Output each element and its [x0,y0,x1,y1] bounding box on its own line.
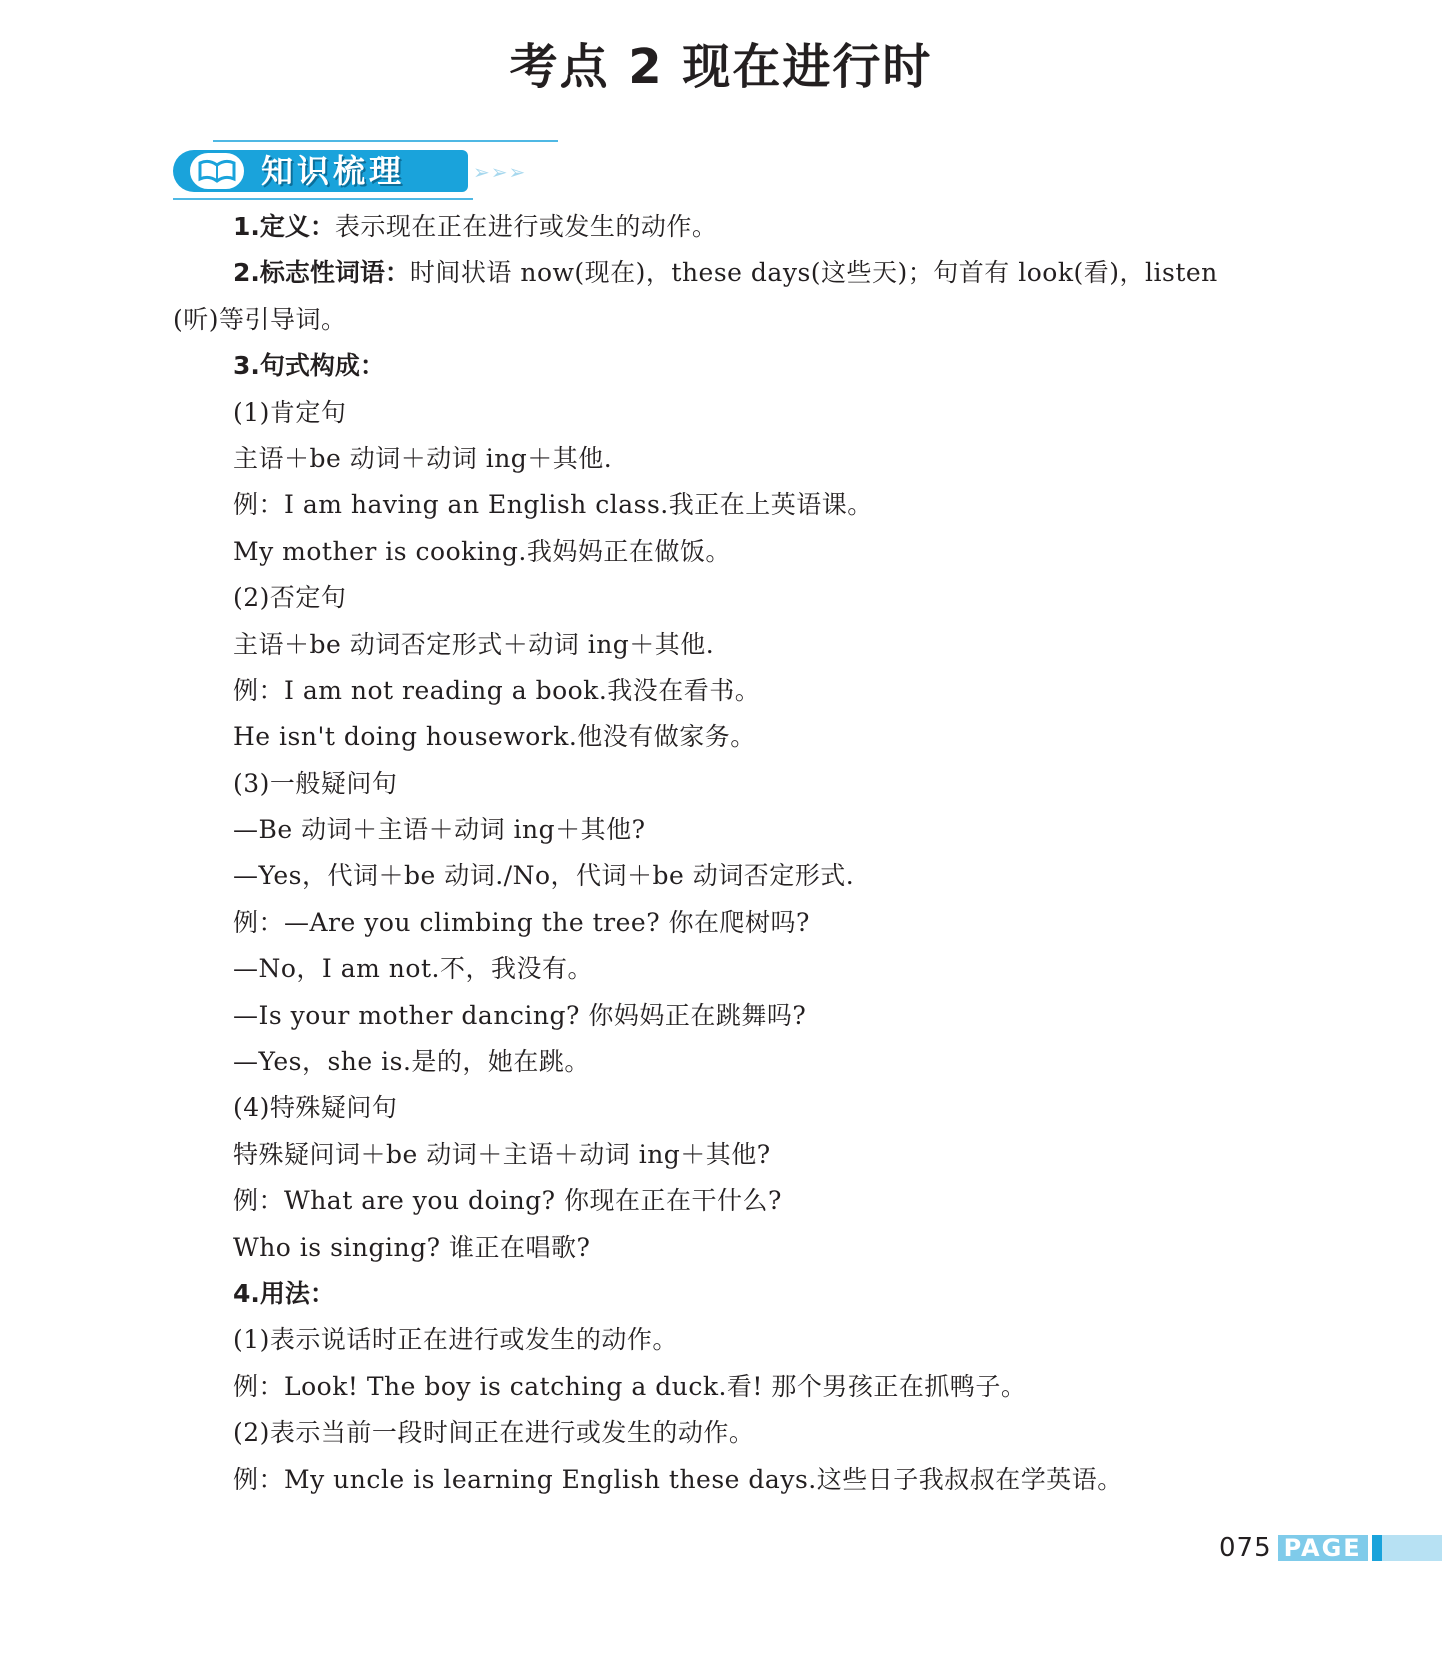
line-text: —Yes，代词＋be 动词./No，代词＋be 动词否定形式. [233,861,855,891]
text-line [0,807,1442,853]
text-line [0,436,1442,482]
line-text: (听)等引导词。 [173,304,347,334]
text-line [0,390,1442,436]
line-text: (1)表示说话时正在进行或发生的动作。 [233,1325,678,1355]
text-line [0,1364,1442,1410]
line-text: 主语＋be 动词否定形式＋动词 ing＋其他. [233,629,715,659]
text-line [0,853,1442,899]
banner-arrows: ➢➢➢ [473,160,527,184]
line-text: (4)特殊疑问句 [233,1093,398,1123]
banner-bottom-rule [173,198,473,200]
text-line [0,1410,1442,1456]
page-tab-marker [1372,1535,1382,1561]
line-text: My mother is cooking.我妈妈正在做饭。 [233,536,731,566]
text-line [0,575,1442,621]
text-line [0,1039,1442,1085]
section-banner [173,138,558,202]
text-line [0,993,1442,1039]
line-text: 例：—Are you climbing the tree? 你在爬树吗? [233,907,810,937]
text-line [0,761,1442,807]
content-body [0,204,1442,1503]
line-text: 例：My uncle is learning English these days.这些日子我叔叔在学英语。 [233,1464,1123,1494]
text-line [0,1085,1442,1131]
line-text: (3)一般疑问句 [233,768,398,798]
text-line [0,1457,1442,1503]
line-text: 特殊疑问词＋be 动词＋主语＋动词 ing＋其他? [233,1139,771,1169]
line-heading: 2.标志性词语： [233,258,410,288]
line-text: 例：I am having an English class.我正在上英语课。 [233,490,873,520]
page-number: 075 [1219,1533,1272,1563]
text-line [0,714,1442,760]
line-text: —No，I am not.不，我没有。 [233,954,593,984]
line-text: 主语＋be 动词＋动词 ing＋其他. [233,443,613,473]
text-line [0,900,1442,946]
text-line [0,482,1442,528]
line-text: (2)表示当前一段时间正在进行或发生的动作。 [233,1418,755,1448]
line-text: 例：I am not reading a book.我没在看书。 [233,675,761,705]
text-line [0,668,1442,714]
page-strip [1382,1535,1442,1561]
section-label: 知识梳理 [261,152,406,190]
line-text: —Yes，she is.是的，她在跳。 [233,1047,590,1077]
line-text: —Be 动词＋主语＋动词 ing＋其他? [233,815,646,845]
text-line [0,1178,1442,1224]
text-line [0,1317,1442,1363]
line-text: He isn't doing housework.他没有做家务。 [233,722,756,752]
text-line [0,204,1442,250]
book-icon [187,150,247,192]
line-text: 例：Look! The boy is catching a duck.看! 那个男孩正在抓鸭子。 [233,1371,1027,1401]
banner-top-rule [213,140,558,142]
text-line [0,250,1442,296]
line-text: 时间状语 now(现在)，these days(这些天)；句首有 look(看)，listen [409,258,1218,288]
line-text: (1)肯定句 [233,397,347,427]
line-text: 表示现在正在进行或发生的动作。 [334,212,718,241]
text-line [0,297,1442,343]
line-text: (2)否定句 [233,583,347,613]
page-footer [1219,1532,1442,1564]
text-line [0,946,1442,992]
line-text: Who is singing? 谁正在唱歌? [233,1232,591,1262]
text-line [0,1225,1442,1271]
line-text: 例：What are you doing? 你现在正在干什么? [233,1186,782,1216]
page-title: 考点 2 现在进行时 [509,39,933,95]
text-line [0,1271,1442,1317]
text-line [0,1132,1442,1178]
line-heading: 1.定义： [233,212,335,241]
line-heading: 3.句式构成： [233,351,385,381]
line-heading: 4.用法： [233,1278,335,1308]
line-text: —Is your mother dancing? 你妈妈正在跳舞吗? [233,1000,807,1030]
text-line [0,529,1442,575]
text-line [0,343,1442,389]
page-word: PAGE [1278,1535,1368,1561]
text-line [0,622,1442,668]
